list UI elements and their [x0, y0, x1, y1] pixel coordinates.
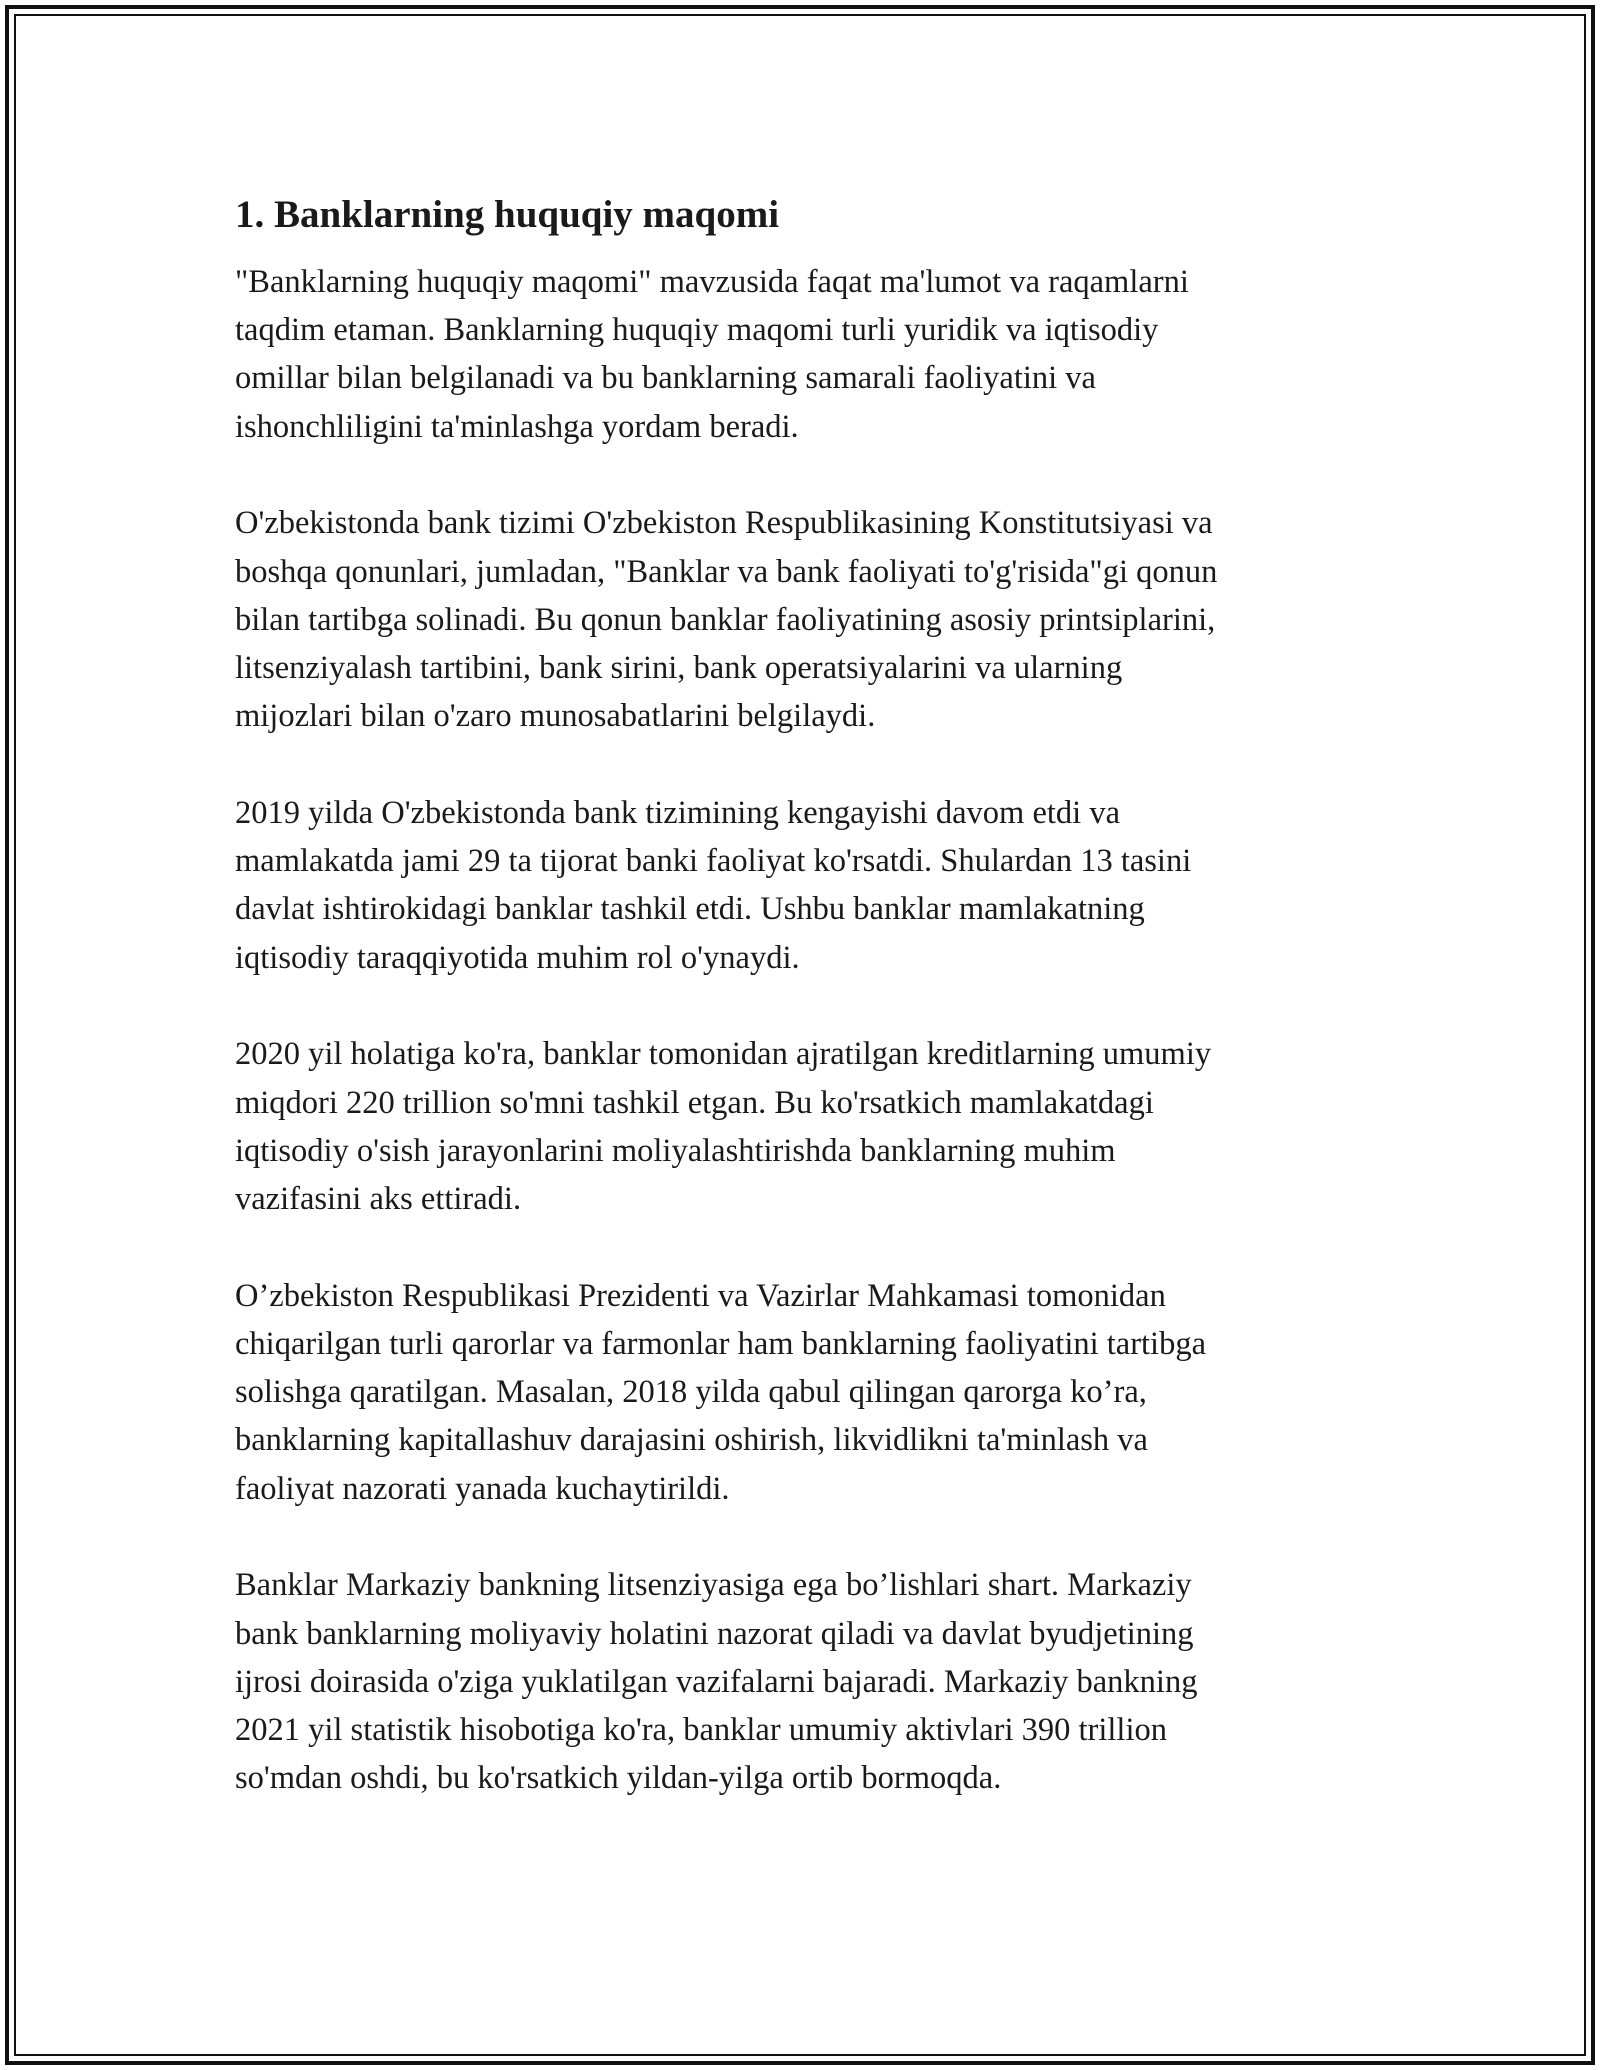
paragraph-line: omillar bilan belgilanadi va bu banklarning samarali faoliyatini va	[235, 360, 1096, 397]
section-title: 1. Banklarning huquqiy maqomi	[235, 193, 780, 236]
paragraph-3	[235, 789, 1365, 982]
paragraph-line: miqdori 220 trillion so'mni tashkil etgan. Bu ko'rsatkich mamlakatdagi	[235, 1084, 1154, 1121]
paragraph-6	[235, 1561, 1365, 1802]
paragraph-line: solishga qaratilgan. Masalan, 2018 yilda qabul qilingan qarorga ko’ra,	[235, 1374, 1147, 1411]
paragraph-line: ijrosi doirasida o'ziga yuklatilgan vazifalarni bajaradi. Markaziy bankning	[235, 1663, 1198, 1700]
paragraph-1	[235, 258, 1365, 451]
paragraph-line: "Banklarning huquqiy maqomi" mavzusida faqat ma'lumot va raqamlarni	[235, 264, 1189, 300]
paragraph-4	[235, 1030, 1365, 1223]
paragraph-line: bank banklarning moliyaviy holatini nazorat qiladi va davlat byudjetining	[235, 1615, 1194, 1652]
paragraph-line: Banklar Markaziy bankning litsenziyasiga ega bo’lishlari shart. Markaziy	[235, 1567, 1192, 1604]
paragraph-line: davlat ishtirokidagi banklar tashkil etdi. Ushbu banklar mamlakatning	[235, 891, 1145, 928]
paragraph-line: litsenziyalash tartibini, bank sirini, bank operatsiyalarini va ularning	[235, 650, 1123, 687]
paragraph-line: mijozlari bilan o'zaro munosabatlarini belgilaydi.	[235, 698, 876, 735]
paragraph-line: taqdim etaman. Banklarning huquqiy maqomi turli yuridik va iqtisodiy	[235, 312, 1159, 349]
paragraph-line: 2020 yil holatiga ko'ra, banklar tomonidan ajratilgan kreditlarning umumiy	[235, 1036, 1212, 1073]
paragraph-line: O’zbekiston Respublikasi Prezidenti va Vazirlar Mahkamasi tomonidan	[235, 1277, 1166, 1314]
paragraph-line: O'zbekistonda bank tizimi O'zbekiston Respublikasining Konstitutsiyasi va	[235, 505, 1213, 542]
paragraph-line: iqtisodiy o'sish jarayonlarini moliyalashtirishda banklarning muhim	[235, 1132, 1116, 1169]
paragraph-line: mamlakatda jami 29 ta tijorat banki faoliyat ko'rsatdi. Shulardan 13 tasini	[235, 843, 1192, 880]
paragraph-line: chiqarilgan turli qarorlar va farmonlar ham banklarning faoliyatini tartibga	[235, 1326, 1207, 1363]
paragraph-line: 2021 yil statistik hisobotiga ko'ra, banklar umumiy aktivlari 390 trillion	[235, 1712, 1167, 1749]
paragraph-line: banklarning kapitallashuv darajasini oshirish, likvidlikni ta'minlash va	[235, 1422, 1148, 1459]
paragraph-line: boshqa qonunlari, jumladan, "Banklar va bank faoliyati to'g'risida"gi qonun	[235, 553, 1218, 590]
paragraph-line: so'mdan oshdi, bu ko'rsatkich yildan-yilga ortib bormoqda.	[235, 1760, 1002, 1797]
paragraph-line: faoliyat nazorati yanada kuchaytirildi.	[235, 1470, 730, 1507]
paragraph-line: iqtisodiy taraqqiyotida muhim rol o'ynaydi.	[235, 939, 800, 976]
paragraph-2	[235, 499, 1365, 740]
paragraph-5	[235, 1272, 1365, 1513]
paragraph-line: bilan tartibga solinadi. Bu qonun banklar faoliyatining asosiy printsiplarini,	[235, 601, 1216, 638]
document-body	[235, 186, 1365, 1802]
paragraph-line: ishonchliligini ta'minlashga yordam beradi.	[235, 408, 799, 445]
paragraph-line: 2019 yilda O'zbekistonda bank tizimining kengayishi davom etdi va	[235, 795, 1120, 832]
paragraph-line: vazifasini aks ettiradi.	[235, 1181, 522, 1218]
